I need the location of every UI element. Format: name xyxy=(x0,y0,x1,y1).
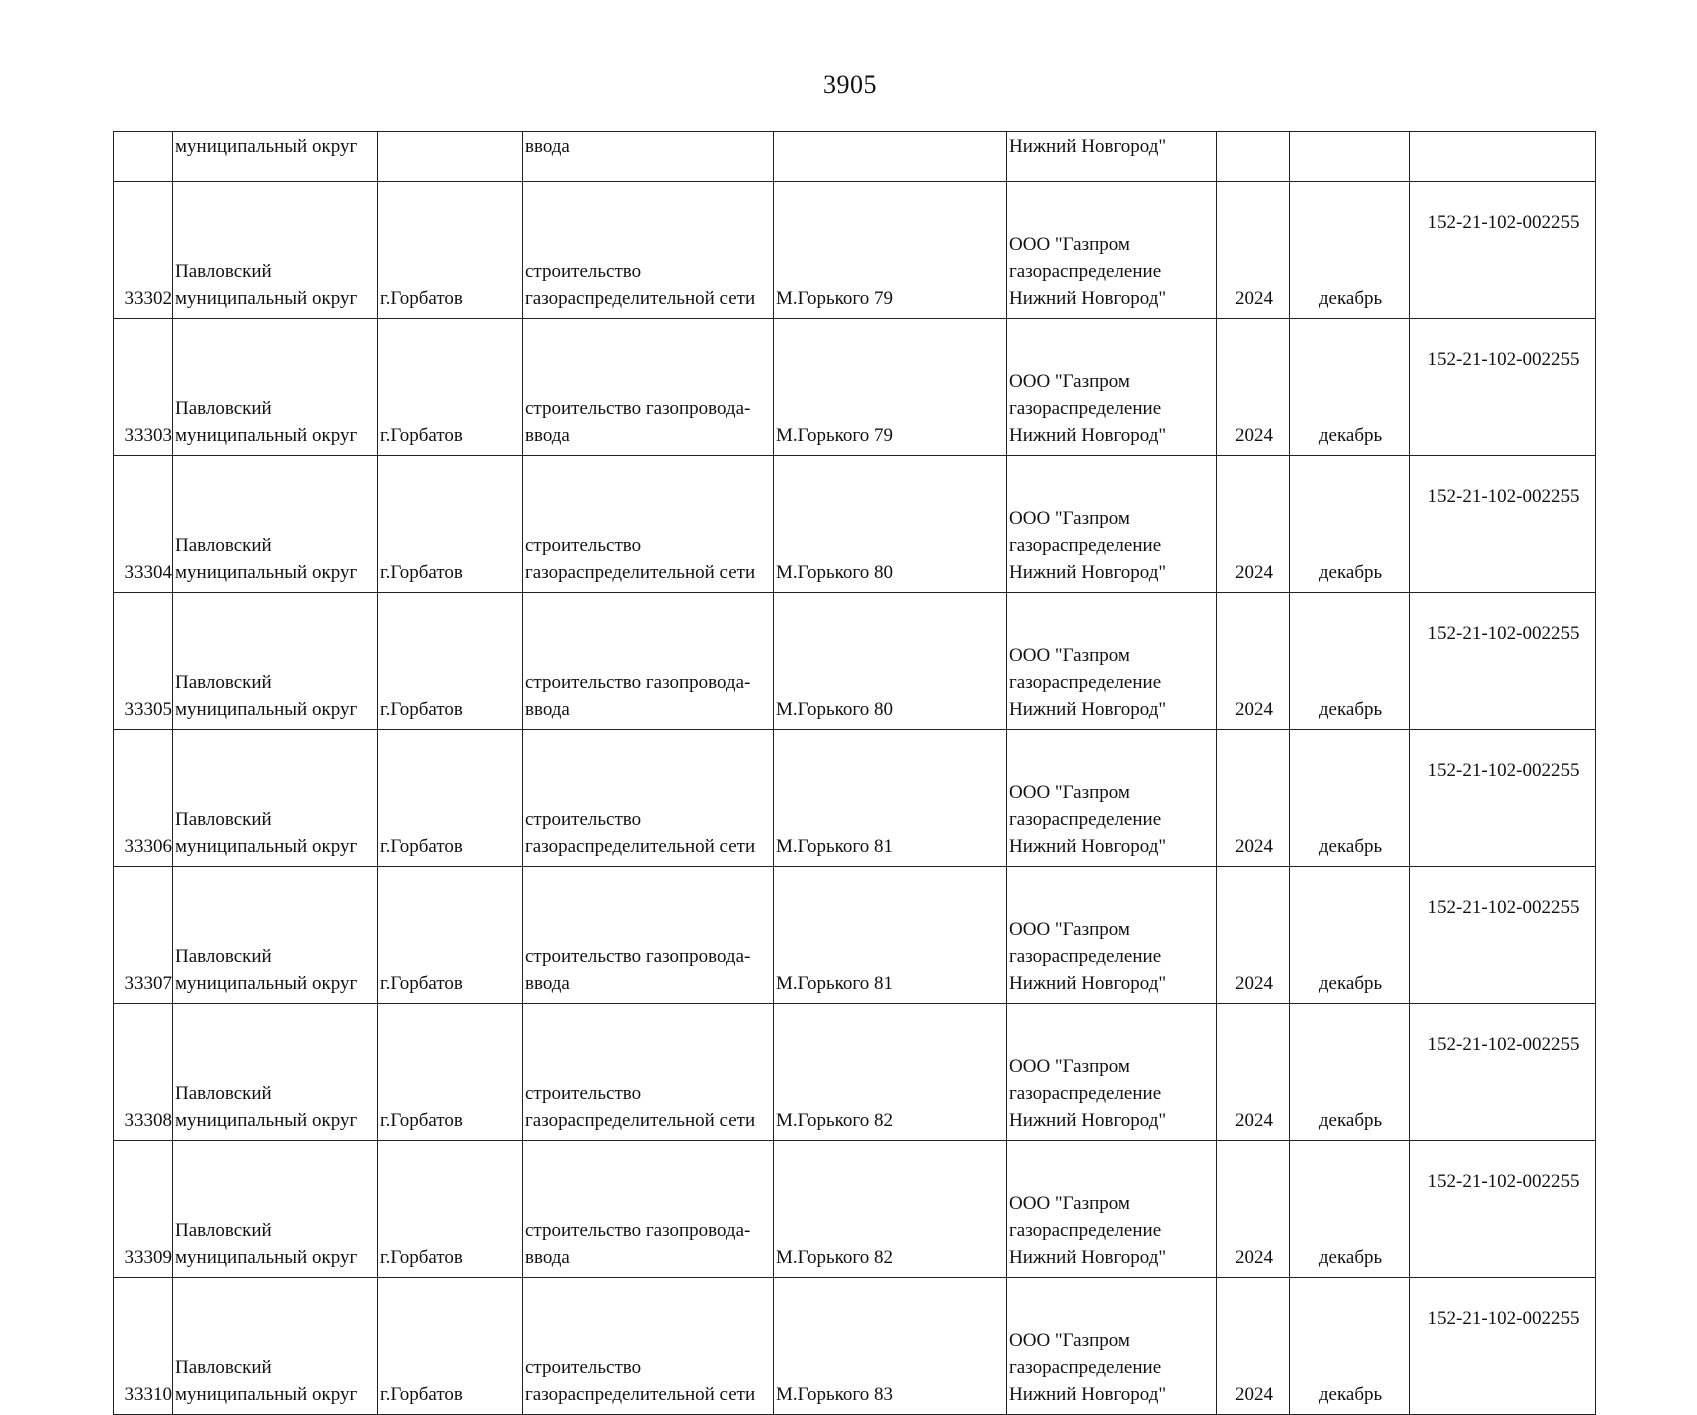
cell-line: Павловский xyxy=(175,672,272,693)
cell-line: газораспределительной сети xyxy=(525,1110,756,1131)
cell-line: ввода xyxy=(525,973,570,994)
cell-owner xyxy=(1007,456,1217,593)
cell-line: муниципальный округ xyxy=(175,1247,358,1268)
cell-line: газораспределительной сети xyxy=(525,288,756,309)
cell-owner xyxy=(1007,319,1217,456)
cell-code: 152-21-102-002255 xyxy=(1410,867,1596,1004)
table-row xyxy=(114,456,1596,593)
cell-num: 33309 xyxy=(114,1141,173,1278)
cell-line: ООО "Газпром xyxy=(1009,1330,1130,1351)
cell-address: М.Горького 80 xyxy=(774,593,1007,730)
cell-line: Нижний Новгород" xyxy=(1009,562,1167,583)
cell-locality xyxy=(378,132,523,182)
cell-line: строительство xyxy=(525,535,642,556)
cell-line: муниципальный округ xyxy=(175,1110,358,1131)
cell-num xyxy=(114,132,173,182)
cell-district xyxy=(173,1004,378,1141)
cell-line: ООО "Газпром xyxy=(1009,1193,1130,1214)
cell-year xyxy=(1217,132,1290,182)
cell-line: ООО "Газпром xyxy=(1009,234,1130,255)
cell-line: газораспределительной сети xyxy=(525,562,756,583)
cell-line: газораспределение xyxy=(1009,1220,1162,1241)
cell-line: ООО "Газпром xyxy=(1009,919,1130,940)
cell-district xyxy=(173,319,378,456)
table-row xyxy=(114,593,1596,730)
cell-code: 152-21-102-002255 xyxy=(1410,456,1596,593)
cell-line: Павловский xyxy=(175,809,272,830)
cell-line: муниципальный округ xyxy=(175,425,358,446)
cell-line: ввода xyxy=(525,1247,570,1268)
cell-line: муниципальный округ xyxy=(175,973,358,994)
cell-num: 33302 xyxy=(114,182,173,319)
cell-line: ввода xyxy=(525,699,570,720)
cell-year: 2024 xyxy=(1217,182,1290,319)
cell-address: М.Горького 80 xyxy=(774,456,1007,593)
cell-month: декабрь xyxy=(1290,1278,1410,1415)
cell-year: 2024 xyxy=(1217,593,1290,730)
cell-locality: г.Горбатов xyxy=(378,456,523,593)
cell-month: декабрь xyxy=(1290,319,1410,456)
cell-work xyxy=(523,867,774,1004)
cell-line: газораспределение xyxy=(1009,535,1162,556)
cell-line: газораспределение xyxy=(1009,809,1162,830)
cell-line: Павловский xyxy=(175,1083,272,1104)
cell-line: строительство газопровода- xyxy=(525,1220,751,1241)
cell-owner xyxy=(1007,182,1217,319)
cell-month: декабрь xyxy=(1290,182,1410,319)
cell-line: строительство газопровода- xyxy=(525,398,751,419)
cell-address: М.Горького 83 xyxy=(774,1278,1007,1415)
cell-locality: г.Горбатов xyxy=(378,1278,523,1415)
cell-address: М.Горького 79 xyxy=(774,182,1007,319)
cell-work: ввода xyxy=(523,132,774,182)
cell-line: Нижний Новгород" xyxy=(1009,425,1167,446)
cell-district xyxy=(173,593,378,730)
cell-owner xyxy=(1007,593,1217,730)
cell-line: газораспределение xyxy=(1009,672,1162,693)
cell-line: газораспределение xyxy=(1009,1357,1162,1378)
cell-work xyxy=(523,1004,774,1141)
cell-district xyxy=(173,1278,378,1415)
cell-address: М.Горького 81 xyxy=(774,867,1007,1004)
cell-num: 33310 xyxy=(114,1278,173,1415)
cell-locality: г.Горбатов xyxy=(378,730,523,867)
cell-line: Павловский xyxy=(175,261,272,282)
cell-work xyxy=(523,456,774,593)
cell-num: 33308 xyxy=(114,1004,173,1141)
cell-locality: г.Горбатов xyxy=(378,593,523,730)
cell-line: строительство газопровода- xyxy=(525,672,751,693)
cell-year: 2024 xyxy=(1217,1004,1290,1141)
cell-code: 152-21-102-002255 xyxy=(1410,1004,1596,1141)
cell-locality: г.Горбатов xyxy=(378,182,523,319)
cell-line: газораспределительной сети xyxy=(525,836,756,857)
cell-line: муниципальный округ xyxy=(175,1384,358,1405)
table-row xyxy=(114,867,1596,1004)
cell-line: ООО "Газпром xyxy=(1009,371,1130,392)
cell-line: строительство xyxy=(525,1357,642,1378)
cell-month: декабрь xyxy=(1290,1141,1410,1278)
cell-locality: г.Горбатов xyxy=(378,867,523,1004)
cell-line: ООО "Газпром xyxy=(1009,645,1130,666)
cell-line: ООО "Газпром xyxy=(1009,1056,1130,1077)
cell-line: газораспределение xyxy=(1009,261,1162,282)
cell-code: 152-21-102-002255 xyxy=(1410,730,1596,867)
cell-locality: г.Горбатов xyxy=(378,1004,523,1141)
cell-district xyxy=(173,1141,378,1278)
table-row xyxy=(114,1278,1596,1415)
cell-line: ООО "Газпром xyxy=(1009,508,1130,529)
cell-address: М.Горького 82 xyxy=(774,1141,1007,1278)
cell-line: Нижний Новгород" xyxy=(1009,699,1167,720)
cell-district xyxy=(173,730,378,867)
cell-line: Павловский xyxy=(175,1357,272,1378)
cell-work xyxy=(523,319,774,456)
cell-line: Нижний Новгород" xyxy=(1009,973,1167,994)
cell-line: Нижний Новгород" xyxy=(1009,1110,1167,1131)
cell-district xyxy=(173,867,378,1004)
cell-owner xyxy=(1007,1004,1217,1141)
cell-address: М.Горького 79 xyxy=(774,319,1007,456)
cell-year: 2024 xyxy=(1217,456,1290,593)
cell-num: 33307 xyxy=(114,867,173,1004)
cell-district: муниципальный округ xyxy=(173,132,378,182)
cell-line: строительство газопровода- xyxy=(525,946,751,967)
table-row xyxy=(114,182,1596,319)
cell-district xyxy=(173,456,378,593)
cell-num: 33306 xyxy=(114,730,173,867)
cell-line: Павловский xyxy=(175,946,272,967)
cell-num: 33303 xyxy=(114,319,173,456)
cell-year: 2024 xyxy=(1217,867,1290,1004)
cell-address: М.Горького 82 xyxy=(774,1004,1007,1141)
cell-month: декабрь xyxy=(1290,867,1410,1004)
cell-code: 152-21-102-002255 xyxy=(1410,182,1596,319)
cell-line: муниципальный округ xyxy=(175,288,358,309)
cell-month: декабрь xyxy=(1290,456,1410,593)
cell-work xyxy=(523,593,774,730)
cell-line: Нижний Новгород" xyxy=(1009,1384,1167,1405)
cell-line: газораспределение xyxy=(1009,1083,1162,1104)
cell-owner xyxy=(1007,1278,1217,1415)
continuation-row xyxy=(114,132,1596,182)
cell-line: строительство xyxy=(525,261,642,282)
cell-owner xyxy=(1007,1141,1217,1278)
cell-year: 2024 xyxy=(1217,1141,1290,1278)
table-body xyxy=(114,132,1596,1415)
cell-district xyxy=(173,182,378,319)
cell-month: декабрь xyxy=(1290,593,1410,730)
cell-owner xyxy=(1007,867,1217,1004)
cell-locality: г.Горбатов xyxy=(378,1141,523,1278)
cell-line: газораспределение xyxy=(1009,398,1162,419)
cell-line: Нижний Новгород" xyxy=(1009,1247,1167,1268)
cell-line: строительство xyxy=(525,1083,642,1104)
cell-line: газораспределительной сети xyxy=(525,1384,756,1405)
cell-line: ООО "Газпром xyxy=(1009,782,1130,803)
table-row xyxy=(114,319,1596,456)
cell-num: 33304 xyxy=(114,456,173,593)
table-row xyxy=(114,1141,1596,1278)
cell-line: муниципальный округ xyxy=(175,699,358,720)
cell-code: 152-21-102-002255 xyxy=(1410,319,1596,456)
cell-work xyxy=(523,730,774,867)
cell-work xyxy=(523,182,774,319)
cell-work xyxy=(523,1141,774,1278)
cell-line: ввода xyxy=(525,425,570,446)
cell-code: 152-21-102-002255 xyxy=(1410,593,1596,730)
cell-code: 152-21-102-002255 xyxy=(1410,1278,1596,1415)
table-row xyxy=(114,1004,1596,1141)
cell-line: строительство xyxy=(525,809,642,830)
cell-month: декабрь xyxy=(1290,1004,1410,1141)
cell-owner xyxy=(1007,730,1217,867)
cell-code: 152-21-102-002255 xyxy=(1410,1141,1596,1278)
cell-line: Павловский xyxy=(175,398,272,419)
registry-table xyxy=(113,131,1596,1415)
cell-year: 2024 xyxy=(1217,1278,1290,1415)
cell-address xyxy=(774,132,1007,182)
cell-num: 33305 xyxy=(114,593,173,730)
cell-line: Нижний Новгород" xyxy=(1009,288,1167,309)
cell-locality: г.Горбатов xyxy=(378,319,523,456)
page-number: 3905 xyxy=(823,70,877,99)
cell-line: муниципальный округ xyxy=(175,562,358,583)
cell-year: 2024 xyxy=(1217,319,1290,456)
cell-address: М.Горького 81 xyxy=(774,730,1007,867)
cell-line: Павловский xyxy=(175,1220,272,1241)
cell-line: газораспределение xyxy=(1009,946,1162,967)
cell-year: 2024 xyxy=(1217,730,1290,867)
cell-line: Павловский xyxy=(175,535,272,556)
cell-line: муниципальный округ xyxy=(175,836,358,857)
cell-month xyxy=(1290,132,1410,182)
cell-code xyxy=(1410,132,1596,182)
cell-work xyxy=(523,1278,774,1415)
cell-owner: Нижний Новгород" xyxy=(1007,132,1217,182)
table-row xyxy=(114,730,1596,867)
cell-month: декабрь xyxy=(1290,730,1410,867)
cell-line: Нижний Новгород" xyxy=(1009,836,1167,857)
